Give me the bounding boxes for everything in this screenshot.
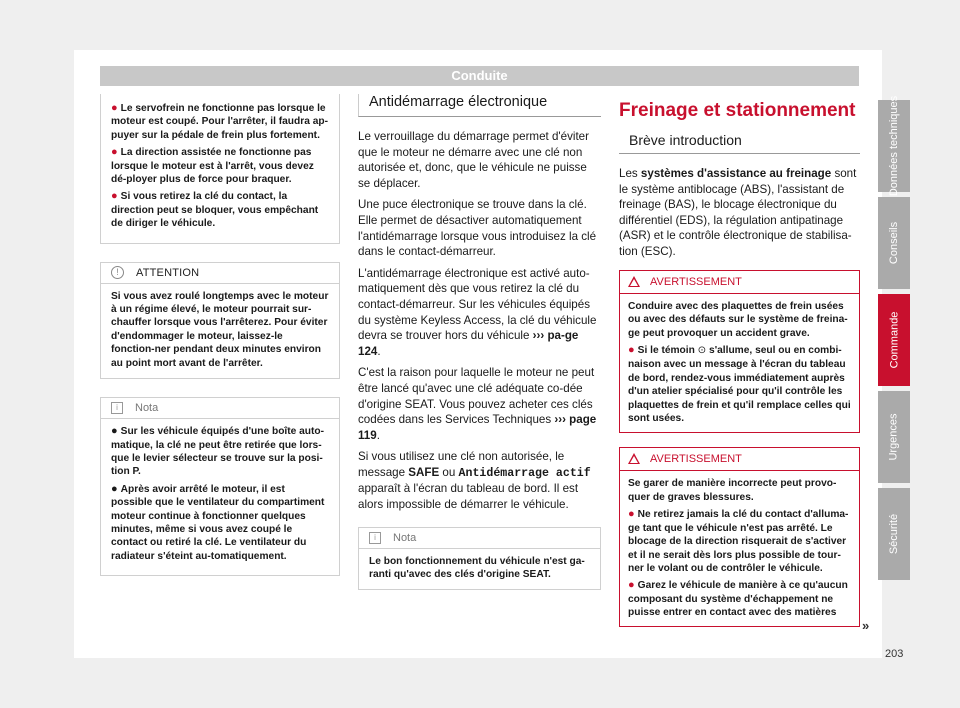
column-middle: [358, 94, 601, 590]
nota-header: [101, 398, 339, 419]
warning-label: AVERTISSEMENT: [650, 275, 742, 288]
list-item: ● La direction assistée ne fonctionne pas lorsque le moteur est à l'arrêt, vous devez dé-ployer plus de force pour braquer.: [111, 146, 314, 186]
nota-label: Nota: [393, 531, 417, 544]
attention-box: [100, 262, 340, 379]
list-item: ● Si vous retirez la clé du contact, la direction peut se bloquer, vous empêchant de diriger le véhicule.: [111, 190, 319, 230]
paragraph: Les systèmes d'assistance au freinage sont le système antiblocage (ABS), l'assistant de freinage (BAS), le blocage électronique du différentiel (EDS), la régulation antipatinage (ASR) et le contrôle électronique de stabilisa-tion (ESC).: [619, 167, 857, 258]
column-right: [619, 94, 860, 627]
paragraph: C'est la raison pour laquelle le moteur ne peut être lancé qu'avec une clé adéquate co-dée d'origine SEAT. Vous pouvez acheter ces clés codées dans les Services Techniques ››› page 119.: [358, 366, 597, 442]
bullet-box: [100, 94, 340, 244]
list-item: ● Si le témoin ⊙ s'allume, seul ou en combi-naison avec un message à l'écran du tableau de bord, rendez-vous immédiatement auprès d'un atelier spécialisé pour qu'il contrôle les plaquettes de frein et qu'il remplace celles qui sont usées.: [628, 344, 851, 425]
section-title: Brève introduction: [619, 122, 860, 154]
page-link[interactable]: ››› pa-ge 124: [358, 329, 579, 358]
warning-triangle-icon: [628, 276, 640, 287]
nota-box: [358, 527, 601, 591]
brake-warning-lamp-icon: ⊙: [697, 345, 707, 357]
nota-box: [100, 397, 340, 576]
warning-header: [620, 271, 859, 294]
bullet-icon: ●: [628, 508, 635, 521]
tab-urgences[interactable]: Urgences: [878, 391, 910, 483]
nota-text: Le bon fonctionnement du véhicule n'est ga-ranti qu'avec des clés d'origine SEAT.: [369, 555, 585, 581]
bullet-icon: ●: [111, 190, 118, 203]
attention-header: [101, 263, 339, 284]
bullet-icon: ●: [628, 579, 635, 592]
attention-text: Si vous avez roulé longtemps avec le moteur à un régime élevé, le moteur pourrait sur-chauffer lorsque vous l'arrêterez. Pour éviter d'endommager le moteur, laissez-le fonction-ner pendant deux minutes environ au point mort avant de l'arrêter.: [111, 290, 329, 369]
warning-body: Conduire avec des plaquettes de frein usées ou avec des défauts sur le système de freina-ge peut provoquer un accident grave. ● Si le témoin ⊙ s'allume, seul ou en combi-naison avec un message à l'écran du tableau de bord, rendez-vous immédiatement auprès d'un atelier spécialisé pour qu'il contrôle les plaquettes de frein et qu'il remplace celles qui sont usées.: [628, 300, 851, 425]
paragraph: L'antidémarrage électronique est activé auto-matiquement dès que vous retirez la clé du contact-démarreur. Sur les véhicules équipés du système Keyless Access, la clé du véhicule devra se trouver hors du véhicule ››› pa-ge 124.: [358, 266, 597, 358]
list-item: ● Le servofrein ne fonctionne pas lorsque le moteur est coupé. Pour l'arrêter, il faudra ap-puyer sur la pédale de frein plus fortement.: [111, 102, 328, 141]
warning-box: [619, 270, 860, 433]
list-item: ● Après avoir arrêté le moteur, il est possible que le ventilateur du compartiment moteur continue à fonctionner quelques minutes, même si vous avez coupé le contact ou retiré la clé. Le ventilateur du radiateur s'éteint au-tomatiquement.: [111, 482, 325, 562]
warning-header: [620, 448, 859, 471]
tab-donnees-techniques[interactable]: Données techniques: [878, 100, 910, 192]
warning-triangle-icon: [628, 453, 640, 464]
bullet-icon: ●: [111, 102, 118, 114]
list-item: ● Sur les véhicule équipés d'une boîte auto-matique, la clé ne peut être retirée que lors-que le levier sélecteur se trouve sur la posi-tion P.: [111, 425, 325, 478]
paragraph: Si vous utilisez une clé non autorisée, le message SAFE ou Antidémarrage actif apparaît à l'écran du tableau de bord. Il est alors impossible de démarrer le véhicule.: [358, 450, 591, 512]
display-message: Antidémarrage actif: [458, 466, 591, 480]
side-tabs: [878, 95, 910, 585]
bullet-icon: ●: [111, 146, 118, 159]
list-item: ● Ne retirez jamais la clé du contact d'alluma-ge tant que le véhicule n'est pas arrêté. Le blocage de la direction risquerait de s'activer et il ne serait dès lors plus possible de tour-ner le volant ou de contrôler le véhicule.: [628, 508, 849, 575]
nota-label: Nota: [135, 402, 159, 415]
bullet-icon: ●: [628, 344, 635, 357]
nota-header: [359, 528, 600, 549]
paragraph: Une puce électronique se trouve dans la clé. Elle permet de désactiver automatiquement l'antidémarrage lorsque vous introduisez la clé dans le contact-démarreur.: [358, 198, 597, 259]
list-item: ● Garez le véhicule de manière à ce qu'aucun composant du système d'échappement ne puisse entrer en contact avec des matières: [628, 579, 848, 619]
paragraph: Le verrouillage du démarrage permet d'éviter que le moteur ne démarre avec une clé non autorisée et, donc, que le véhicule ne puisse se déplacer.: [358, 130, 589, 190]
bullet-icon: ●: [111, 425, 118, 438]
tab-securite[interactable]: Sécurité: [878, 488, 910, 580]
chapter-title: Freinage et stationnement: [619, 100, 856, 121]
tab-conseils[interactable]: Conseils: [878, 197, 910, 289]
page-number: 203: [885, 648, 904, 660]
column-left: [100, 94, 340, 576]
section-title: Antidémarrage électronique: [358, 94, 601, 117]
continue-arrow-icon: »: [862, 618, 870, 633]
bullet-icon: ●: [111, 482, 118, 495]
warning-box: [619, 447, 860, 627]
warning-body: Se garer de manière incorrecte peut provo-quer de graves blessures. ● Ne retirez jamais la clé du contact d'alluma-ge tant que le véhicule n'est pas arrêté. Le blocage de la direction risquerait de s'activer et il ne serait dès lors plus possible de tour-ner le volant ou de contrôler le véhicule. ● Garez le véhicule de manière à ce qu'aucun composant du système d'échappement ne puisse entrer en contact avec des matières: [620, 471, 859, 626]
nota-body: [101, 419, 339, 575]
warning-label: AVERTISSEMENT: [650, 452, 742, 465]
page-link[interactable]: ››› page 119: [358, 413, 597, 442]
note-icon: i: [111, 402, 123, 414]
safe-message: SAFE: [408, 465, 440, 479]
note-icon: i: [369, 532, 381, 544]
attention-label: ATTENTION: [136, 266, 200, 279]
tab-commande[interactable]: Commande: [878, 294, 910, 386]
chapter-header: Conduite: [100, 66, 859, 86]
info-circle-icon: !: [111, 266, 124, 279]
